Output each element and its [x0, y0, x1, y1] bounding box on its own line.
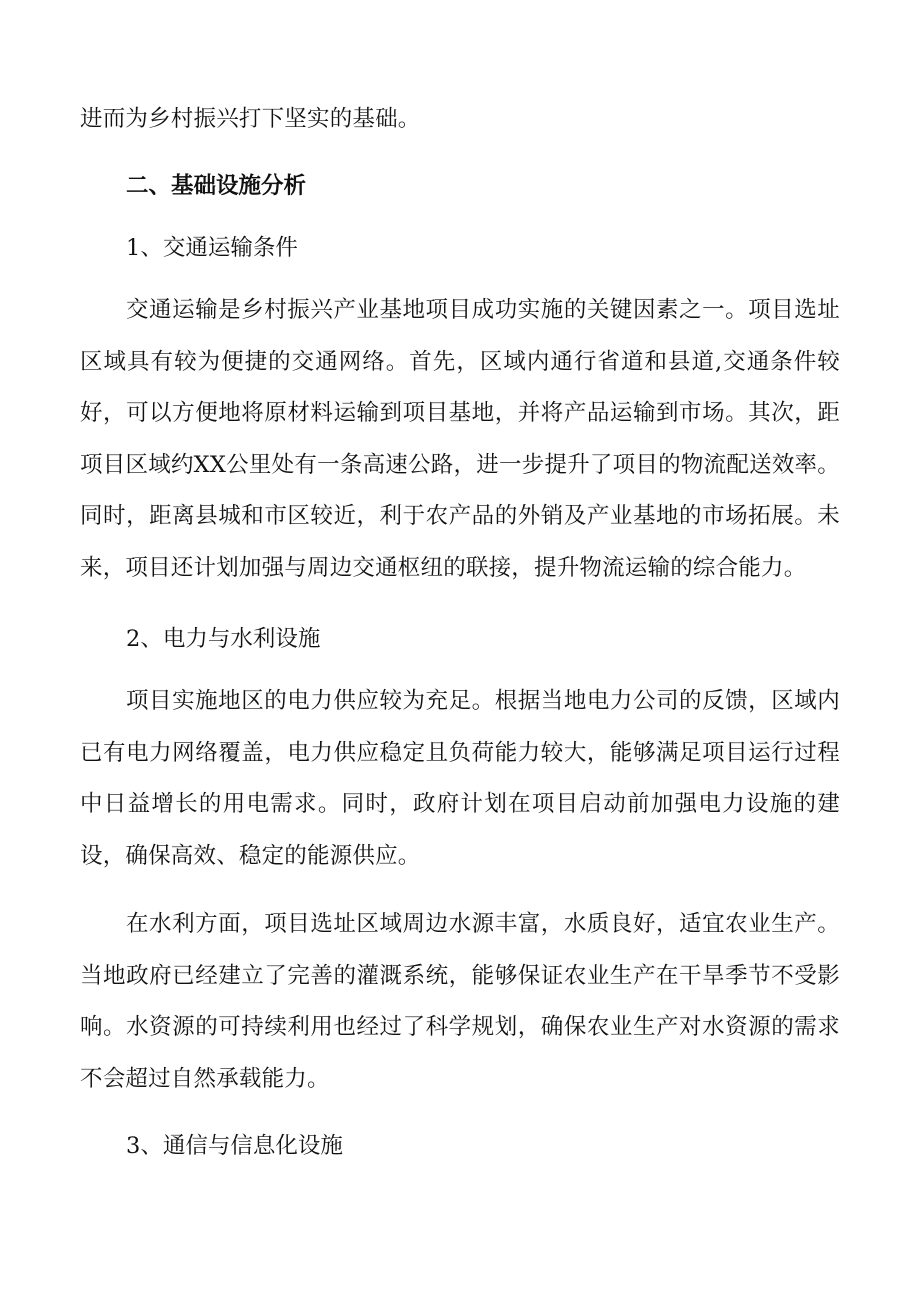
paragraph-transport: 交通运输是乡村振兴产业基地项目成功实施的关键因素之一。项目选址区域具有较为便捷的交通网络。首先，区域内通行省道和县道,交通条件较好，可以方便地将原材料运输到项目基地，并将产品运输到市场。其次，距项目区域约XX公里处有一条高速公路，进一步提升了项目的物流配送效率。同时，距离县城和市区较近，利于农产品的外销及产业基地的市场拓展。未来，项目还计划加强与周边交通枢纽的联接，提升物流运输的综合能力。 [80, 297, 840, 581]
subsection-title-power-water: 2、电力与水利设施 [126, 626, 321, 652]
subsection-title-transport: 1、交通运输条件 [126, 235, 298, 261]
paragraph-power: 项目实施地区的电力供应较为充足。根据当地电力公司的反馈，区域内已有电力网络覆盖，电力供应稳定且负荷能力较大，能够满足项目运行过程中日益增长的用电需求。同时，政府计划在项目启动前加强电力设施的建设，确保高效、稳定的能源供应。 [80, 688, 840, 869]
subsection-title-communication: 3、通信与信息化设施 [126, 1133, 343, 1159]
section-title: 二、基础设施分析 [126, 173, 307, 199]
continuation-text: 进而为乡村振兴打下坚实的基础。 [80, 106, 421, 132]
paragraph-water: 在水利方面，项目选址区域周边水源丰富，水质良好，适宜农业生产。当地政府已经建立了完善的灌溉系统，能够保证农业生产在干旱季节不受影响。水资源的可持续利用也经过了科学规划，确保农业生产对水资源的需求不会超过自然承载能力。 [80, 911, 840, 1092]
